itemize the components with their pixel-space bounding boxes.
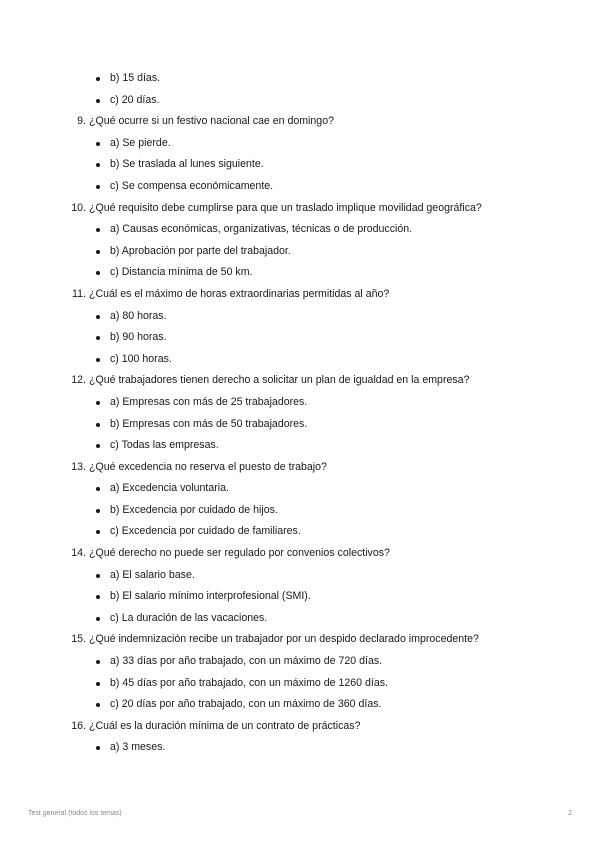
option-text: c) Todas las empresas. bbox=[110, 439, 219, 452]
bullet-icon bbox=[96, 271, 100, 275]
question bbox=[0, 111, 600, 133]
bullet-icon bbox=[96, 401, 100, 405]
question-list bbox=[0, 68, 600, 759]
list-item bbox=[0, 306, 600, 328]
list-item bbox=[0, 673, 600, 695]
question bbox=[0, 284, 600, 306]
list-item bbox=[0, 521, 600, 543]
question-text: ¿Cuál es el máximo de horas extraordinarias permitidas al año? bbox=[89, 287, 390, 300]
question bbox=[0, 543, 600, 565]
bullet-icon bbox=[96, 595, 100, 599]
option-text: a) Empresas con más de 25 trabajadores. bbox=[110, 395, 308, 408]
list-item bbox=[0, 154, 600, 176]
bullet-icon bbox=[96, 487, 100, 491]
option-text: b) Empresas con más de 50 trabajadores. bbox=[110, 417, 308, 430]
list-item bbox=[0, 219, 600, 241]
option-text: b) Se traslada al lunes siguiente. bbox=[110, 158, 264, 171]
list-item bbox=[0, 327, 600, 349]
footer-title: Test general (todos los temas) bbox=[28, 810, 122, 817]
question-number: 13. bbox=[71, 460, 86, 473]
question-text: ¿Qué indemnización recibe un trabajador por un despido declarado improcedente? bbox=[89, 633, 479, 646]
option-text: a) 3 meses. bbox=[110, 741, 166, 754]
option-text: b) 90 horas. bbox=[110, 331, 167, 344]
bullet-icon bbox=[96, 315, 100, 319]
list-item bbox=[0, 435, 600, 457]
question-text: ¿Cuál es la duración mínima de un contrato de prácticas? bbox=[89, 719, 361, 732]
bullet-icon bbox=[96, 509, 100, 513]
bullet-icon bbox=[96, 682, 100, 686]
bullet-icon bbox=[96, 99, 100, 103]
question-text: ¿Qué excedencia no reserva el puesto de trabajo? bbox=[89, 460, 327, 473]
option-text: c) Se compensa económicamente. bbox=[110, 179, 274, 192]
option-text: c) 20 días por año trabajado, con un máximo de 360 días. bbox=[110, 698, 382, 711]
list-item bbox=[0, 349, 600, 371]
option-text: c) Distancia mínima de 50 km. bbox=[110, 266, 253, 279]
question-number: 9. bbox=[77, 115, 86, 128]
option-text: a) Causas económicas, organizativas, técnicas o de producción. bbox=[110, 223, 413, 236]
question-number: 14. bbox=[71, 547, 86, 560]
option-text: a) Se pierde. bbox=[110, 136, 171, 149]
list-item bbox=[0, 500, 600, 522]
page-number: 2 bbox=[568, 810, 572, 817]
option-text: b) Excedencia por cuidado de hijos. bbox=[110, 503, 278, 516]
question-number: 10. bbox=[71, 201, 86, 214]
bullet-icon bbox=[96, 746, 100, 750]
bullet-icon bbox=[96, 185, 100, 189]
list-item bbox=[0, 241, 600, 263]
question bbox=[0, 457, 600, 479]
option-text: c) 20 días. bbox=[110, 93, 160, 106]
question bbox=[0, 629, 600, 651]
option-text: b) 45 días por año trabajado, con un máximo de 1260 días. bbox=[110, 676, 388, 689]
bullet-icon bbox=[96, 250, 100, 254]
bullet-icon bbox=[96, 358, 100, 362]
question bbox=[0, 198, 600, 220]
question bbox=[0, 716, 600, 738]
bullet-icon bbox=[96, 660, 100, 664]
list-item bbox=[0, 90, 600, 112]
list-item bbox=[0, 392, 600, 414]
bullet-icon bbox=[96, 530, 100, 534]
bullet-icon bbox=[96, 228, 100, 232]
question-text: ¿Qué trabajadores tienen derecho a solicitar un plan de igualdad en la empresa? bbox=[89, 374, 470, 387]
question-number: 15. bbox=[71, 633, 86, 646]
bullet-icon bbox=[96, 77, 100, 81]
option-text: a) 33 días por año trabajado, con un máximo de 720 días. bbox=[110, 655, 383, 668]
option-text: a) 80 horas. bbox=[110, 309, 167, 322]
option-text: a) El salario base. bbox=[110, 568, 195, 581]
list-item bbox=[0, 414, 600, 436]
bullet-icon bbox=[96, 617, 100, 621]
option-text: c) Excedencia por cuidado de familiares. bbox=[110, 525, 301, 538]
list-item bbox=[0, 737, 600, 759]
option-text: c) La duración de las vacaciones. bbox=[110, 611, 268, 624]
bullet-icon bbox=[96, 423, 100, 427]
question-number: 12. bbox=[71, 374, 86, 387]
list-item bbox=[0, 608, 600, 630]
list-item bbox=[0, 651, 600, 673]
list-item bbox=[0, 133, 600, 155]
list-item bbox=[0, 694, 600, 716]
option-text: a) Excedencia voluntaria. bbox=[110, 482, 229, 495]
list-item bbox=[0, 176, 600, 198]
question-text: ¿Qué ocurre si un festivo nacional cae en domingo? bbox=[89, 115, 334, 128]
question-text: ¿Qué derecho no puede ser regulado por convenios colectivos? bbox=[89, 547, 390, 560]
bullet-icon bbox=[96, 703, 100, 707]
option-text: b) Aprobación por parte del trabajador. bbox=[110, 244, 291, 257]
list-item bbox=[0, 586, 600, 608]
option-text: b) El salario mínimo interprofesional (SMI). bbox=[110, 590, 311, 603]
list-item bbox=[0, 68, 600, 90]
bullet-icon bbox=[96, 336, 100, 340]
bullet-icon bbox=[96, 142, 100, 146]
question-text: ¿Qué requisito debe cumplirse para que un traslado implique movilidad geográfica? bbox=[89, 201, 482, 214]
bullet-icon bbox=[96, 444, 100, 448]
question-number: 16. bbox=[71, 719, 86, 732]
list-item bbox=[0, 478, 600, 500]
bullet-icon bbox=[96, 574, 100, 578]
bullet-icon bbox=[96, 163, 100, 167]
option-text: b) 15 días. bbox=[110, 72, 161, 84]
option-text: c) 100 horas. bbox=[110, 352, 172, 365]
list-item bbox=[0, 565, 600, 587]
list-item bbox=[0, 262, 600, 284]
question-number: 11. bbox=[72, 287, 86, 300]
question bbox=[0, 370, 600, 392]
